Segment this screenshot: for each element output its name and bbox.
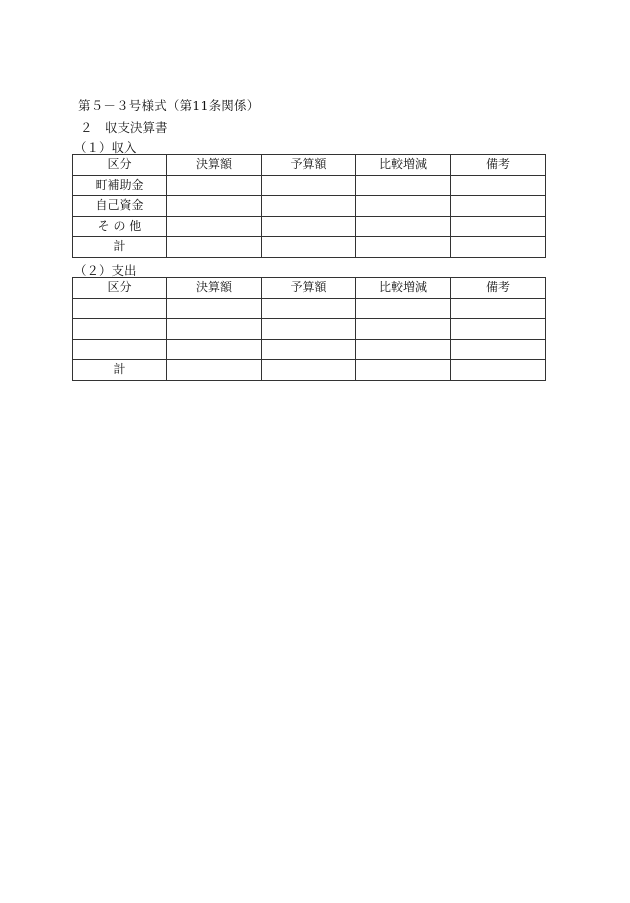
- cell-difference: [356, 237, 451, 258]
- expense-section-label: （２）支出: [74, 263, 137, 278]
- table-row: [73, 339, 546, 360]
- table-row: [73, 216, 546, 237]
- cell-settled-amount: [167, 216, 262, 237]
- cell-budget-amount: [262, 175, 356, 196]
- cell-budget-amount: [262, 319, 356, 340]
- table-row: [73, 298, 546, 319]
- income-section-label: （１）収入: [74, 140, 137, 155]
- cell-difference: [356, 339, 451, 360]
- row-category: 計: [73, 237, 167, 258]
- table-header-row: [73, 155, 546, 176]
- income-table: [72, 154, 546, 258]
- cell-budget-amount: [262, 237, 356, 258]
- cell-remarks: [451, 196, 546, 217]
- cell-settled-amount: [167, 319, 262, 340]
- cell-settled-amount: [167, 360, 262, 381]
- cell-difference: [356, 298, 451, 319]
- cell-difference: [356, 216, 451, 237]
- header-category: 区分: [73, 278, 167, 299]
- cell-remarks: [451, 298, 546, 319]
- cell-settled-amount: [167, 196, 262, 217]
- header-budget-amount: 予算額: [262, 278, 356, 299]
- cell-remarks: [451, 319, 546, 340]
- form-number: 第５－３号様式（第11条関係）: [78, 98, 260, 113]
- header-budget-amount: 予算額: [262, 155, 356, 176]
- cell-budget-amount: [262, 339, 356, 360]
- cell-remarks: [451, 360, 546, 381]
- cell-difference: [356, 360, 451, 381]
- cell-budget-amount: [262, 298, 356, 319]
- header-category: 区分: [73, 155, 167, 176]
- cell-settled-amount: [167, 298, 262, 319]
- row-category: [73, 319, 167, 340]
- row-category: 町補助金: [73, 175, 167, 196]
- cell-remarks: [451, 216, 546, 237]
- cell-difference: [356, 175, 451, 196]
- cell-settled-amount: [167, 175, 262, 196]
- table-row: [73, 319, 546, 340]
- row-category: [73, 339, 167, 360]
- cell-remarks: [451, 339, 546, 360]
- table-header-row: [73, 278, 546, 299]
- expense-table: [72, 277, 546, 381]
- header-settled-amount: 決算額: [167, 278, 262, 299]
- document-title: ２ 収支決算書: [80, 120, 168, 135]
- cell-difference: [356, 319, 451, 340]
- cell-budget-amount: [262, 216, 356, 237]
- cell-remarks: [451, 237, 546, 258]
- header-settled-amount: 決算額: [167, 155, 262, 176]
- cell-settled-amount: [167, 339, 262, 360]
- table-row: [73, 196, 546, 217]
- header-remarks: 備考: [451, 278, 546, 299]
- row-category: そ の 他: [73, 216, 167, 237]
- cell-settled-amount: [167, 237, 262, 258]
- total-row: [73, 360, 546, 381]
- total-row: [73, 237, 546, 258]
- cell-difference: [356, 196, 451, 217]
- cell-remarks: [451, 175, 546, 196]
- header-remarks: 備考: [451, 155, 546, 176]
- cell-budget-amount: [262, 196, 356, 217]
- header-difference: 比較増減: [356, 278, 451, 299]
- row-category: 自己資金: [73, 196, 167, 217]
- cell-budget-amount: [262, 360, 356, 381]
- row-category: [73, 298, 167, 319]
- table-row: [73, 175, 546, 196]
- row-category: 計: [73, 360, 167, 381]
- header-difference: 比較増減: [356, 155, 451, 176]
